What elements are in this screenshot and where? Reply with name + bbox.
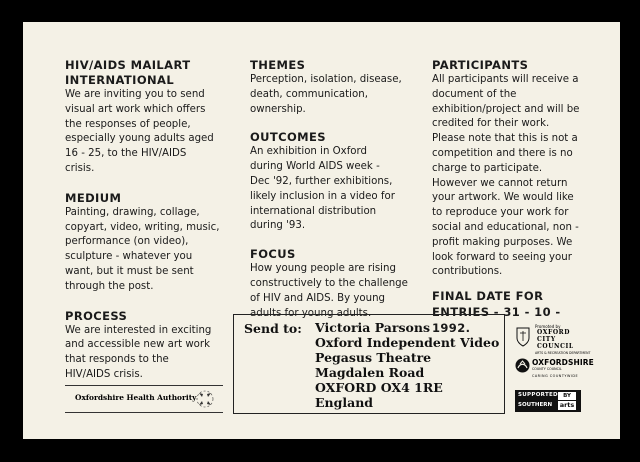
address-line: England [315, 395, 374, 410]
county-council-name: OXFORDSHIRE [532, 358, 594, 367]
medium-section [65, 191, 235, 295]
health-authority-emblem-icon [195, 389, 215, 409]
address-line: Magdalen Road [315, 365, 425, 380]
outcomes-section [250, 130, 410, 234]
health-authority-name: Oxfordshire Health Authority [75, 393, 197, 402]
city-council-word: COUNCIL [537, 343, 574, 350]
southern-arts-logo [515, 390, 581, 412]
southern-arts-by: BY [558, 392, 576, 400]
county-council-emblem-icon [515, 358, 530, 373]
city-council-word: OXFORD [537, 329, 571, 336]
address-line: Oxford Independent Video [315, 335, 500, 350]
themes-heading: THEMES [250, 58, 306, 72]
address-box [233, 314, 505, 414]
health-authority-logo [65, 385, 223, 413]
address-line: OXFORD OX4 1RE [315, 380, 443, 395]
southern-arts-southern: SOUTHERN [518, 402, 553, 408]
outcomes-heading: OUTCOMES [250, 130, 326, 145]
county-council-sub: COUNTY COUNCIL [532, 367, 562, 371]
city-crest-icon [515, 326, 531, 348]
address-lines [315, 320, 499, 410]
participants-text: All participants will receive a document of the exhibition/project and will be credited for their work. Please note that this is not a competition and there is no charge to participate. However we cannot return your artwork. We would like to reproduce your work for social and educational, non - profit making purposes. We look forward to seeing your contributions. [432, 74, 580, 278]
southern-arts-arts: arts [559, 401, 575, 409]
final-date: FINAL DATE FOR ENTRIES - 31 - 10 - 1992. [432, 289, 561, 336]
column-left [65, 58, 235, 394]
city-council-logo [515, 322, 591, 358]
column-right [432, 58, 592, 336]
intro-heading: HIV/AIDS MAILART INTERNATIONAL [65, 58, 191, 87]
city-council-label: Promoted by [535, 324, 561, 329]
process-section [65, 309, 235, 383]
themes-section [250, 58, 410, 117]
outcomes-text: An exhibition in Oxford during World AIDS week - Dec '92, further exhibitions, likely inclusion in a video for international distribution during '93. [250, 146, 395, 232]
address-line: Victoria Parsons [315, 320, 430, 335]
address-line: Pegasus Theatre [315, 350, 432, 365]
process-text: We are interested in exciting and accessible new art work that responds to the HIV/AIDS crisis. [65, 324, 212, 380]
themes-text: Perception, isolation, disease, death, communication, ownership. [250, 74, 402, 115]
county-council-tagline: CARING COUNTYWIDE [532, 374, 579, 378]
focus-heading: FOCUS [250, 247, 296, 262]
column-middle [250, 58, 410, 332]
county-council-logo [515, 358, 594, 382]
southern-arts-supported: SUPPORTED [518, 392, 558, 398]
city-council-sub: ARTS & RECREATION DEPARTMENT [535, 351, 591, 355]
medium-text: Painting, drawing, collage, copyart, video, writing, music, performance (on video), sculpture - whatever you want, but it must be sent through the post. [65, 206, 220, 292]
intro-section [65, 58, 235, 177]
process-heading: PROCESS [65, 308, 128, 323]
mailart-card [23, 22, 620, 439]
intro-text: We are inviting you to send visual art work which offers the responses of people, especially young adults aged 16 - 25, to the HIV/AIDS crisis. [65, 89, 214, 174]
city-council-word: CITY [537, 336, 556, 343]
participants-heading: PARTICIPANTS [432, 58, 529, 72]
medium-heading: MEDIUM [65, 190, 122, 205]
send-to-label: Send to: [244, 321, 302, 336]
focus-text: How young people are rising constructively to the challenge of HIV and AIDS. By young adults for young adults. [250, 263, 408, 319]
focus-section [250, 247, 410, 321]
